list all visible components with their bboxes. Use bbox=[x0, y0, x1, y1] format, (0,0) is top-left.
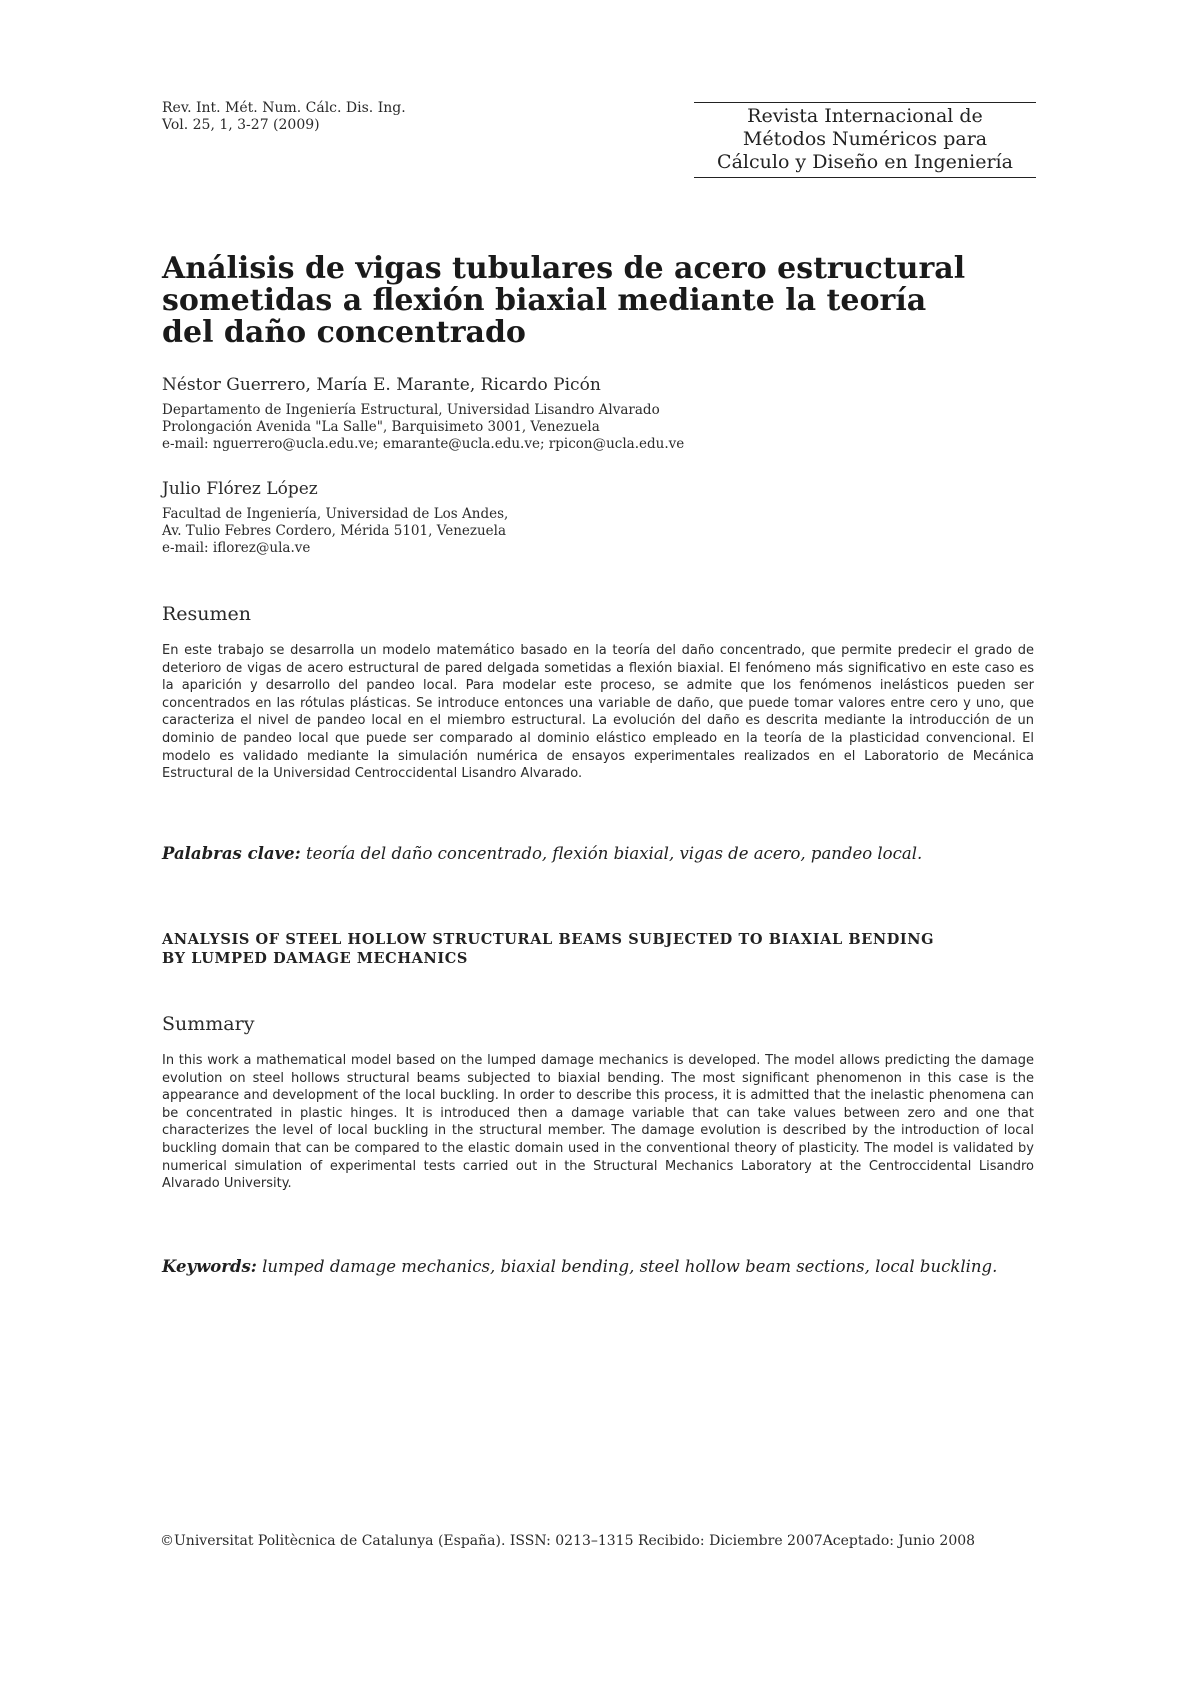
keywords-label: Palabras clave: bbox=[162, 844, 301, 863]
keywords-text: lumped damage mechanics, biaxial bending, steel hollow beam sections, local buckling. bbox=[262, 1257, 998, 1276]
keywords-label: Keywords: bbox=[162, 1257, 257, 1276]
summary-text: In this work a mathematical model based on the lumped damage mechanics is developed. The model allows predicting the damage evolution on steel hollows structural beams subjected to biaxial bending. The most significant phenomenon in this case is the appearance and development of the local buckling. In order to describe this process, it is admitted that the inelastic phenomena can be concentrated in plastic hinges. It is introduced then a damage variable that can take values between zero and one that characterizes the level of local buckling in the structural member. The damage evolution is described by the introduction of local buckling domain that can be compared to the elastic domain used in the conventional theory of plasticity. The model is validated by numerical simulation of experimental tests carried out in the Structural Mechanics Laboratory at the Centroccidental Lisandro Alvarado University. bbox=[162, 1053, 1034, 1192]
paper-title bbox=[162, 253, 965, 349]
palabras-clave bbox=[162, 843, 1034, 865]
resumen-text: En este trabajo se desarrolla un modelo matemático basado en la teoría del daño concentrado, que permite predecir el grado de deterioro de vigas de acero estructural de pared delgada sometidas a flexión biaxial. El fenómeno más significativo en este caso es la aparición y desarrollo del pandeo local. Para modelar este proceso, se admite que los fenómenos inelásticos pueden ser concentrados en las rótulas plásticas. Se introduce entonces una variable de daño, que puede tomar valores entre cero y uno, que caracteriza el nivel de pandeo local en el miembro estructural. La evolución del daño es descrita mediante la introducción de un dominio de pandeo local que puede ser comparado al dominio elástico empleado en la teoría de la plasticidad convencional. El modelo es validado mediante la simulación numérica de ensayos experimentales realizados en el Laboratorio de Mecánica Estructural de la Universidad Centroccidental Lisandro Alvarado. bbox=[162, 643, 1034, 782]
citation-line: Rev. Int. Mét. Num. Cálc. Dis. Ing. bbox=[162, 100, 406, 116]
title-line: del daño concentrado bbox=[162, 315, 526, 350]
journal-name-box bbox=[694, 102, 1036, 178]
keywords bbox=[162, 1256, 1034, 1278]
english-title-line: ANALYSIS OF STEEL HOLLOW STRUCTURAL BEAMS SUBJECTED TO BIAXIAL BENDING bbox=[162, 931, 935, 948]
journal-name-line: Métodos Numéricos para bbox=[742, 128, 988, 150]
title-line: Análisis de vigas tubulares de acero estructural bbox=[162, 251, 966, 286]
english-title bbox=[162, 930, 934, 968]
author-names: Julio Flórez López bbox=[162, 479, 318, 499]
journal-name-line: Cálculo y Diseño en Ingeniería bbox=[717, 151, 1013, 173]
affiliation-line: Departamento de Ingeniería Estructural, Universidad Lisandro Alvarado bbox=[162, 402, 660, 418]
title-line: sometidas a flexión biaxial mediante la teoría bbox=[162, 283, 927, 318]
author-names: Néstor Guerrero, María E. Marante, Ricardo Picón bbox=[162, 375, 601, 395]
resumen-heading: Resumen bbox=[162, 603, 252, 625]
author-affiliation bbox=[162, 506, 508, 557]
author-email: e-mail: nguerrero@ucla.edu.ve; emarante@ucla.edu.ve; rpicon@ucla.edu.ve bbox=[162, 436, 685, 452]
affiliation-line: Av. Tulio Febres Cordero, Mérida 5101, Venezuela bbox=[162, 523, 507, 539]
journal-name-line: Revista Internacional de bbox=[747, 105, 983, 127]
affiliation-line: Facultad de Ingeniería, Universidad de Los Andes, bbox=[162, 506, 509, 522]
author-affiliation bbox=[162, 402, 684, 453]
summary-heading: Summary bbox=[162, 1013, 255, 1035]
keywords-text: teoría del daño concentrado, flexión biaxial, vigas de acero, pandeo local. bbox=[306, 844, 923, 863]
english-title-line: BY LUMPED DAMAGE MECHANICS bbox=[162, 950, 468, 967]
citation-volume: Vol. 25, 1, 3-27 (2009) bbox=[162, 117, 320, 133]
author-email: e-mail: iflorez@ula.ve bbox=[162, 540, 311, 556]
affiliation-line: Prolongación Avenida "La Salle", Barquisimeto 3001, Venezuela bbox=[162, 419, 600, 435]
copyright-footer: ©Universitat Politècnica de Catalunya (España). ISSN: 0213–1315 Recibido: Diciembre 2007Aceptado: Junio 2008 bbox=[160, 1533, 976, 1549]
citation-block bbox=[162, 100, 406, 134]
